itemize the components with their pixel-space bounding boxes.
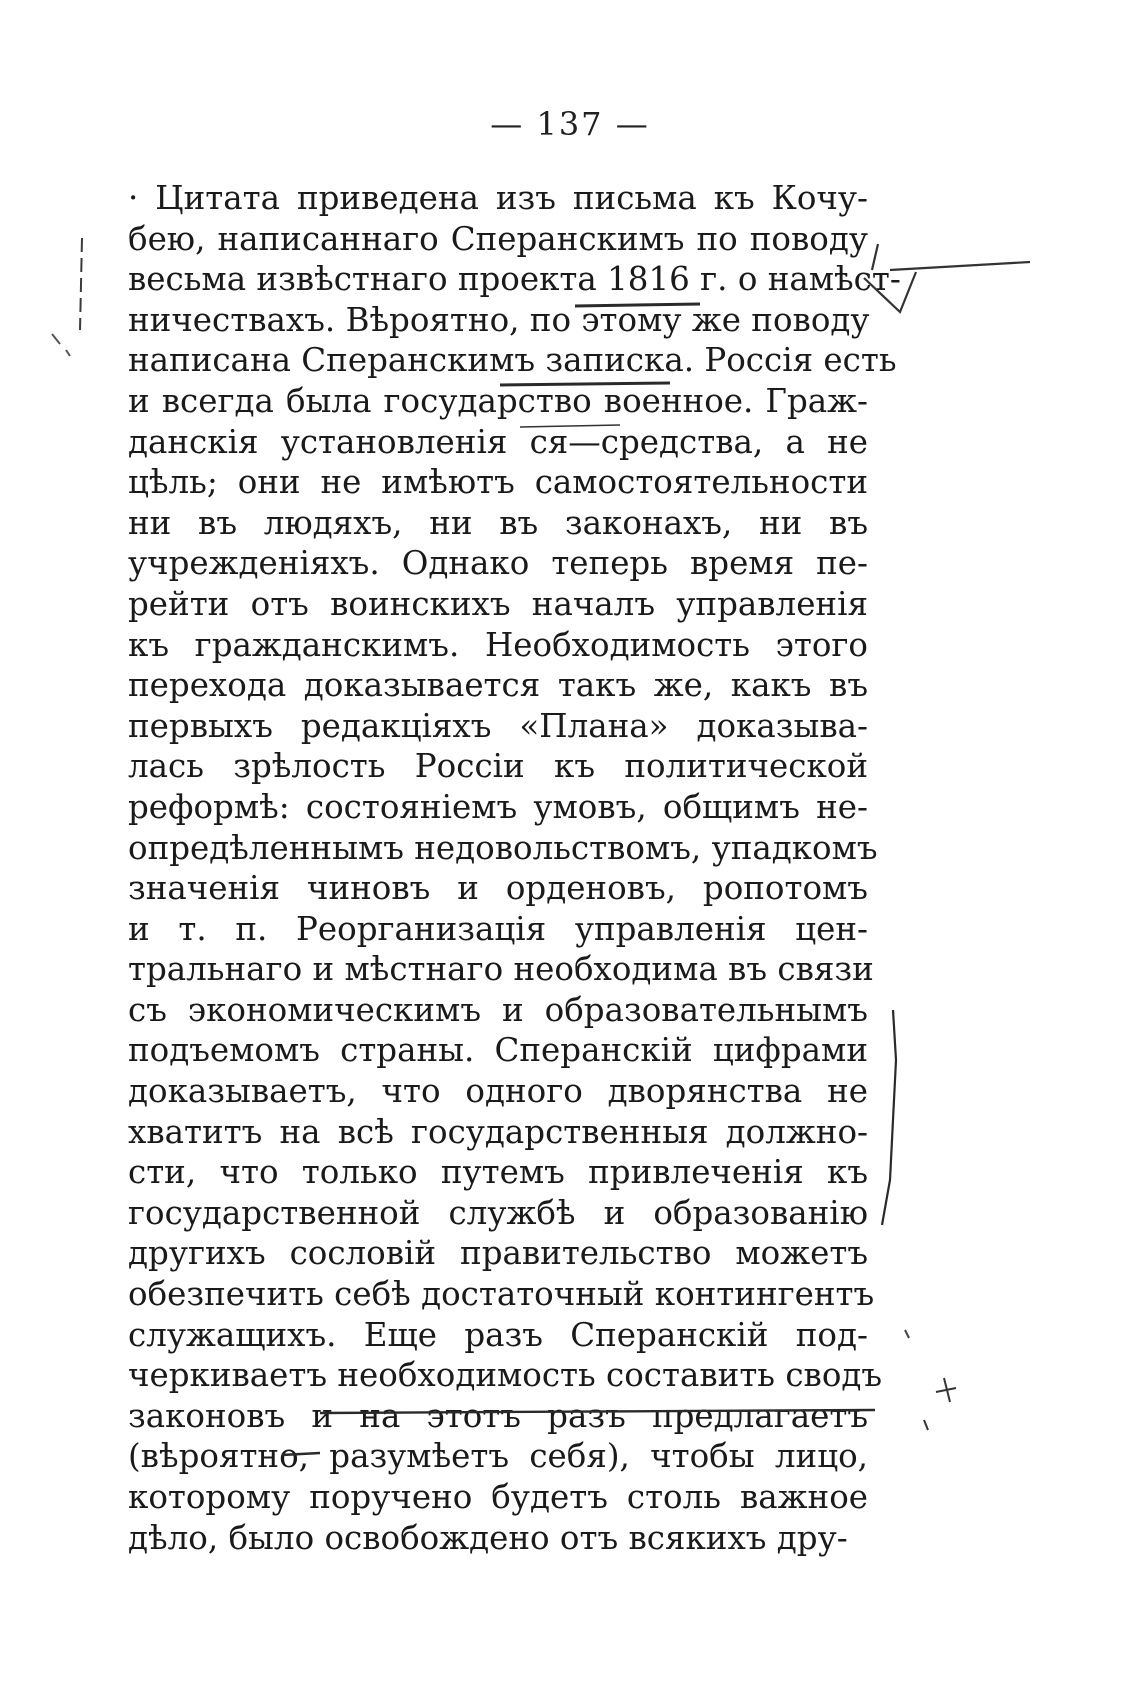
text-line: реформѣ: состояніемъ умовъ, общимъ не- (128, 787, 868, 826)
body-text (128, 178, 901, 1558)
text-line: черкиваетъ необходимость составить сводъ (128, 1356, 883, 1395)
text-line: которому поручено будетъ столь важное (128, 1478, 868, 1516)
text-line: опредѣленнымъ недовольствомъ, упадкомъ (128, 828, 878, 867)
page-number: — 137 — (490, 105, 650, 143)
text-line: государственной службѣ и образованію (128, 1193, 868, 1232)
text-line: ни въ людяхъ, ни въ законахъ, ни въ (128, 503, 868, 542)
text-line: хватитъ на всѣ государственныя должно- (128, 1112, 868, 1151)
right-margin-dot-mark (905, 1330, 909, 1338)
text-line: тральнаго и мѣстнаго необходима въ связи (128, 950, 874, 989)
text-line: законовъ и на этотъ разъ предлагаетъ (128, 1396, 868, 1435)
text-line: (вѣроятно, разумѣетъ себя), чтобы лицо, (128, 1437, 868, 1476)
text-line: весьма извѣстнаго проекта 1816 г. о намѣст- (128, 260, 901, 299)
text-line: къ гражданскимъ. Необходимость этого (128, 625, 868, 664)
left-margin-tick-mark (52, 334, 70, 356)
text-line: рейти отъ воинскихъ началъ управленія (128, 584, 868, 623)
text-line: значенія чиновъ и орденовъ, ропотомъ (128, 869, 868, 908)
text-line: обезпечить себѣ достаточный контингентъ (128, 1275, 875, 1314)
text-line: первыхъ редакціяхъ «Плана» доказыва- (128, 706, 868, 745)
text-line: лась зрѣлость Россіи къ политической (128, 747, 868, 786)
right-margin-small-mark (924, 1378, 956, 1430)
left-margin-pencil-mark (80, 238, 82, 330)
text-line: учрежденіяхъ. Однако теперь время пе- (128, 544, 868, 583)
text-line: служащихъ. Еще разъ Сперанскій под- (128, 1315, 868, 1354)
text-line: подъемомъ страны. Сперанскій цифрами (128, 1031, 868, 1070)
text-line: и всегда была государство военное. Граж- (128, 381, 868, 420)
text-line: сти, что только путемъ привлеченія къ (128, 1153, 868, 1192)
text-line: съ экономическимъ и образовательнымъ (128, 990, 868, 1029)
right-margin-bracket (882, 1010, 896, 1225)
text-line: данскія установленія ся—средства, а не (128, 422, 868, 461)
text-line: перехода доказывается такъ же, какъ въ (128, 666, 868, 705)
text-line: доказываетъ, что одного дворянства не (128, 1072, 868, 1111)
text-line: цѣль; они не имѣютъ самостоятельности (128, 463, 868, 502)
text-line: и т. п. Реорганизація управленія цен- (128, 909, 868, 948)
text-line: написана Сперанскимъ записка. Россія есть (128, 341, 897, 380)
text-line: дѣло, было освобождено отъ всякихъ дру- (128, 1518, 848, 1557)
text-line: · Цитата приведена изъ письма къ Кочу- (128, 179, 868, 217)
text-line: другихъ сословій правительство можетъ (128, 1234, 868, 1273)
text-line: ничествахъ. Вѣроятно, по этому же поводу (128, 300, 870, 339)
text-line: бею, написаннаго Сперанскимъ по поводу (128, 219, 868, 258)
